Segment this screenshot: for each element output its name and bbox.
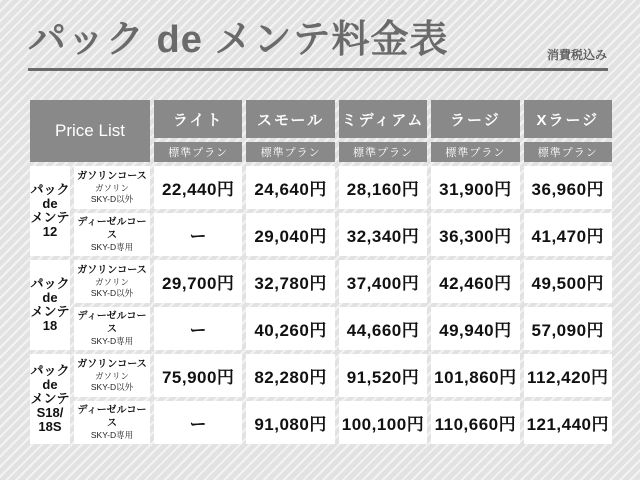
plan-subheader: 標準プラン (154, 142, 242, 162)
price-cell: 75,900円 (154, 354, 242, 397)
course-subtext: SKY-D専用 (90, 336, 134, 347)
price-cell: 49,940円 (431, 307, 519, 350)
group-label-line: 18S (38, 419, 62, 435)
price-cell: 82,280円 (246, 354, 334, 397)
price-cell: 31,900円 (431, 166, 519, 209)
page-title: パック de メンテ料金表 (28, 19, 449, 61)
course-subtext: ガソリン (94, 371, 129, 382)
course-subtext: SKY-D以外 (90, 382, 134, 392)
price-cell: 110,660円 (431, 401, 519, 444)
price-cell: 36,960円 (524, 166, 612, 209)
course-name: ガソリンコース (77, 171, 147, 183)
course-cell-diesel-12 (74, 213, 150, 256)
course-subtext: SKY-D以外 (90, 288, 134, 298)
course-name: ディーゼルコース (77, 217, 147, 242)
price-cell: 100,100円 (339, 401, 427, 444)
price-cell: 41,470円 (524, 213, 612, 256)
price-cell: 101,860円 (431, 354, 519, 397)
group-label-line: de (42, 376, 58, 392)
course-cell-gasoline-s18 (74, 354, 150, 397)
price-cell: 112,420円 (524, 354, 612, 397)
price-cell: 29,040円 (246, 213, 334, 256)
column-header-xlarge: Xラージ (524, 100, 612, 138)
course-name: ガソリンコース (77, 265, 147, 277)
plan-subheader: 標準プラン (339, 142, 427, 162)
price-cell: 42,460円 (431, 260, 519, 303)
price-cell: ー (154, 213, 242, 256)
price-cell: 91,520円 (339, 354, 427, 397)
price-cell: 121,440円 (524, 401, 612, 444)
group-label-line: パック (30, 362, 70, 378)
price-cell: 49,500円 (524, 260, 612, 303)
column-header-light: ライト (154, 100, 242, 138)
course-subtext: SKY-D専用 (90, 430, 134, 441)
course-cell-gasoline-18 (74, 260, 150, 303)
price-cell: 28,160円 (339, 166, 427, 209)
course-subtext: SKY-D専用 (90, 242, 134, 253)
price-cell: 91,080円 (246, 401, 334, 444)
plan-subheader: 標準プラン (431, 142, 519, 162)
title-underline (28, 68, 608, 71)
group-label-pack18 (30, 260, 70, 350)
course-cell-diesel-s18 (74, 401, 150, 444)
group-label-pack-s18 (30, 354, 70, 444)
group-label-line: de (42, 289, 58, 305)
price-table (30, 100, 612, 444)
column-header-small: スモール (246, 100, 334, 138)
plan-subheader: 標準プラン (246, 142, 334, 162)
price-cell: 37,400円 (339, 260, 427, 303)
price-cell: 29,700円 (154, 260, 242, 303)
price-cell: 40,260円 (246, 307, 334, 350)
price-cell: ー (154, 401, 242, 444)
price-cell: 22,440円 (154, 166, 242, 209)
price-cell: 24,640円 (246, 166, 334, 209)
group-label-line: 18 (42, 318, 58, 334)
group-label-line: S18/ (36, 405, 64, 421)
course-name: ディーゼルコース (77, 311, 147, 336)
price-cell: ー (154, 307, 242, 350)
course-subtext: ガソリン (94, 183, 129, 194)
price-cell: 32,780円 (246, 260, 334, 303)
tax-included-note: 消費税込み (546, 48, 607, 62)
group-label-line: パック (30, 181, 70, 197)
course-cell-diesel-18 (74, 307, 150, 350)
group-label-line: メンテ (30, 304, 70, 319)
group-label-line: メンテ (30, 390, 70, 406)
price-cell: 32,340円 (339, 213, 427, 256)
corner-price-list-label: Price List (30, 100, 150, 162)
group-label-line: パック (30, 275, 70, 291)
group-label-line: 12 (42, 224, 58, 240)
course-name: ディーゼルコース (77, 405, 147, 430)
plan-subheader: 標準プラン (524, 142, 612, 162)
course-subtext: SKY-D以外 (90, 194, 134, 204)
column-header-large: ラージ (431, 100, 519, 138)
group-label-line: de (42, 195, 58, 211)
group-label-line: メンテ (30, 210, 70, 225)
price-cell: 44,660円 (339, 307, 427, 350)
course-cell-gasoline-12 (74, 166, 150, 209)
price-cell: 57,090円 (524, 307, 612, 350)
course-subtext: ガソリン (94, 277, 129, 288)
column-header-medium: ミディアム (339, 100, 427, 138)
group-label-pack12 (30, 166, 70, 256)
course-name: ガソリンコース (77, 359, 147, 371)
price-cell: 36,300円 (431, 213, 519, 256)
